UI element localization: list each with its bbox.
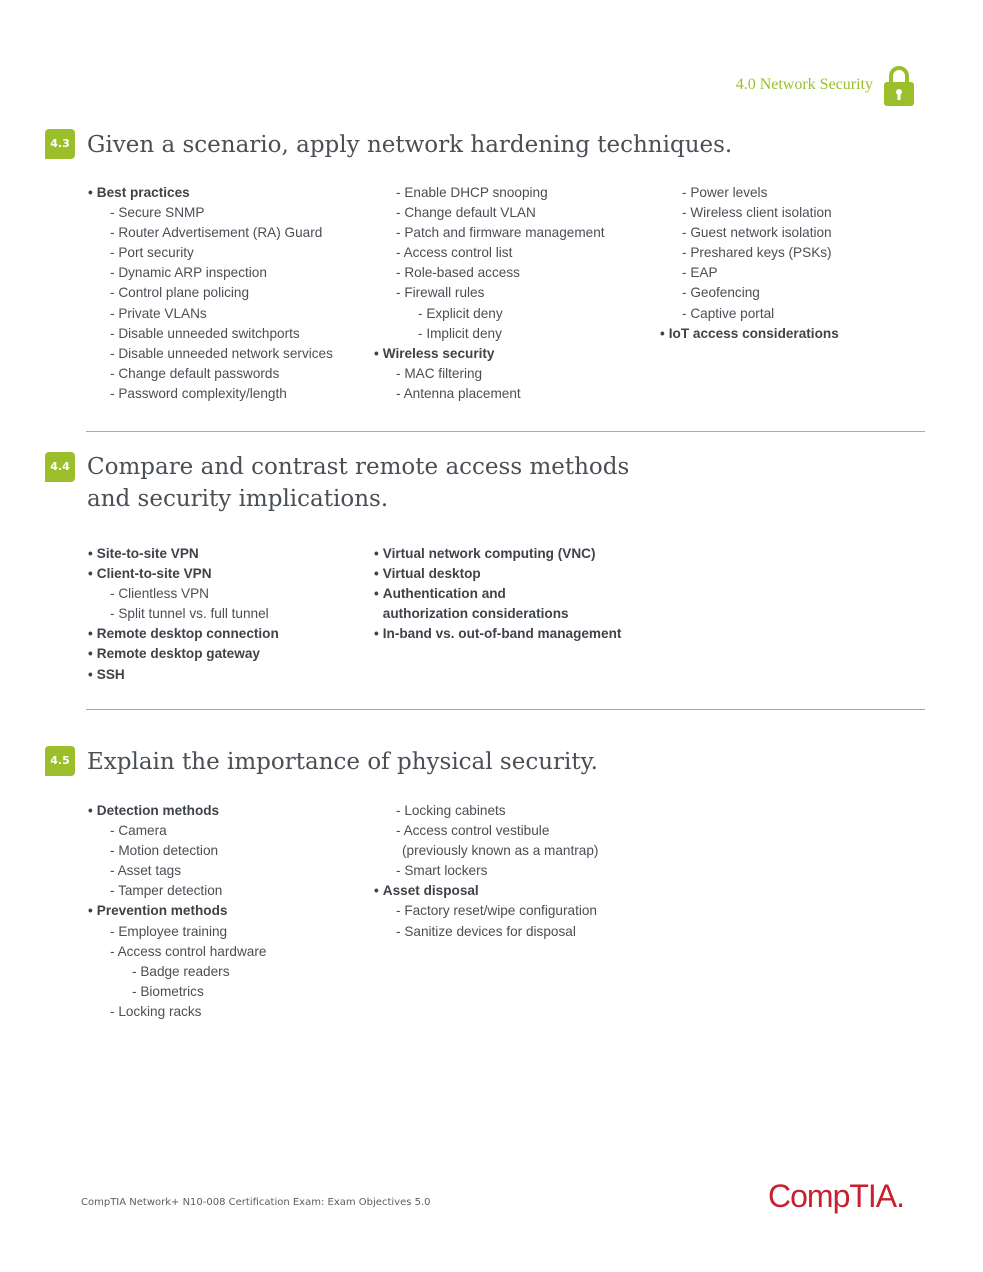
objective-title: Given a scenario, apply network hardening techniques. (87, 132, 733, 158)
list-item: - Antenna placement (374, 384, 605, 404)
list-item: • Virtual desktop (374, 564, 621, 584)
list-item: • Remote desktop gateway (88, 644, 279, 664)
list-item: - Factory reset/wipe configuration (374, 901, 598, 921)
list-item: - Employee training (88, 922, 266, 942)
objective-number-badge: 4.3 (45, 129, 75, 159)
list-item: - Badge readers (88, 962, 266, 982)
list-item: • Client-to-site VPN (88, 564, 279, 584)
list-item: • Detection methods (88, 801, 266, 821)
list-item: • Remote desktop connection (88, 624, 279, 644)
objective-number-badge: 4.5 (45, 746, 75, 776)
objective-number-badge: 4.4 (45, 452, 75, 482)
list-item: • SSH (88, 665, 279, 685)
list-item: - Disable unneeded switchports (88, 324, 333, 344)
objective-list-column (88, 544, 279, 685)
objective-list-column (88, 801, 266, 1022)
list-item: - Control plane policing (88, 283, 333, 303)
list-item: - Private VLANs (88, 304, 333, 324)
footer-text: CompTIA Network+ N10-008 Certification Exam: Exam Objectives 5.0 (81, 1197, 431, 1208)
list-item: - Explicit deny (374, 304, 605, 324)
list-item: • Site-to-site VPN (88, 544, 279, 564)
list-item: - Patch and firmware management (374, 223, 605, 243)
list-item: - Tamper detection (88, 881, 266, 901)
list-item: • Wireless security (374, 344, 605, 364)
list-item: - Dynamic ARP inspection (88, 263, 333, 283)
objective-title (87, 451, 629, 515)
list-item: • IoT access considerations (660, 324, 839, 344)
list-item: • Authentication and (374, 584, 621, 604)
list-item: - Preshared keys (PSKs) (660, 243, 839, 263)
list-item: - Sanitize devices for disposal (374, 922, 598, 942)
list-item: - Access control list (374, 243, 605, 263)
list-item: - Wireless client isolation (660, 203, 839, 223)
list-item: - Enable DHCP snooping (374, 183, 605, 203)
list-item: - Password complexity/length (88, 384, 333, 404)
list-item: - Implicit deny (374, 324, 605, 344)
list-item: • In-band vs. out-of-band management (374, 624, 621, 644)
list-item: - Change default VLAN (374, 203, 605, 223)
list-item: - Captive portal (660, 304, 839, 324)
list-item: - Asset tags (88, 861, 266, 881)
list-item: - Biometrics (88, 982, 266, 1002)
list-item: - Access control hardware (88, 942, 266, 962)
list-item: - Router Advertisement (RA) Guard (88, 223, 333, 243)
objective-list-column (374, 544, 621, 644)
list-item: - MAC filtering (374, 364, 605, 384)
list-item: - Power levels (660, 183, 839, 203)
list-item: - Clientless VPN (88, 584, 279, 604)
objective-list-column (374, 183, 605, 404)
list-item: - Locking racks (88, 1002, 266, 1022)
objective-list-column (88, 183, 333, 404)
list-item: (previously known as a mantrap) (402, 843, 599, 859)
objective-title-line: and security implications. (87, 486, 389, 512)
list-item: - Port security (88, 243, 333, 263)
list-item: - Disable unneeded network services (88, 344, 333, 364)
list-item: - Split tunnel vs. full tunnel (88, 604, 279, 624)
list-item: - Motion detection (88, 841, 266, 861)
list-item: - Camera (88, 821, 266, 841)
list-item: - Change default passwords (88, 364, 333, 384)
list-item: - Firewall rules (374, 283, 605, 303)
objective-title-line: Compare and contrast remote access methods (87, 454, 630, 480)
list-item: - Locking cabinets (374, 801, 598, 821)
objective-list-column (374, 801, 598, 942)
list-item: • Asset disposal (374, 881, 598, 901)
list-item: - Guest network isolation (660, 223, 839, 243)
list-item: - Geofencing (660, 283, 839, 303)
section-header-label: 4.0 Network Security (735, 76, 873, 93)
list-item: - Role-based access (374, 263, 605, 283)
section-divider (86, 431, 925, 432)
list-item: - Secure SNMP (88, 203, 333, 223)
objective-list-column (660, 183, 839, 344)
section-divider (86, 709, 925, 710)
objective-title: Explain the importance of physical security. (87, 749, 598, 775)
list-item: • Best practices (88, 183, 333, 203)
list-item: • Virtual network computing (VNC) (374, 544, 621, 564)
list-item: - EAP (660, 263, 839, 283)
list-item: - Smart lockers (374, 861, 598, 881)
lock-icon (882, 65, 916, 107)
list-item: - Access control vestibule (374, 821, 598, 841)
comptia-logo: CompTIA. (768, 1178, 905, 1214)
list-item: authorization considerations (382, 606, 569, 622)
list-item: • Prevention methods (88, 901, 266, 921)
